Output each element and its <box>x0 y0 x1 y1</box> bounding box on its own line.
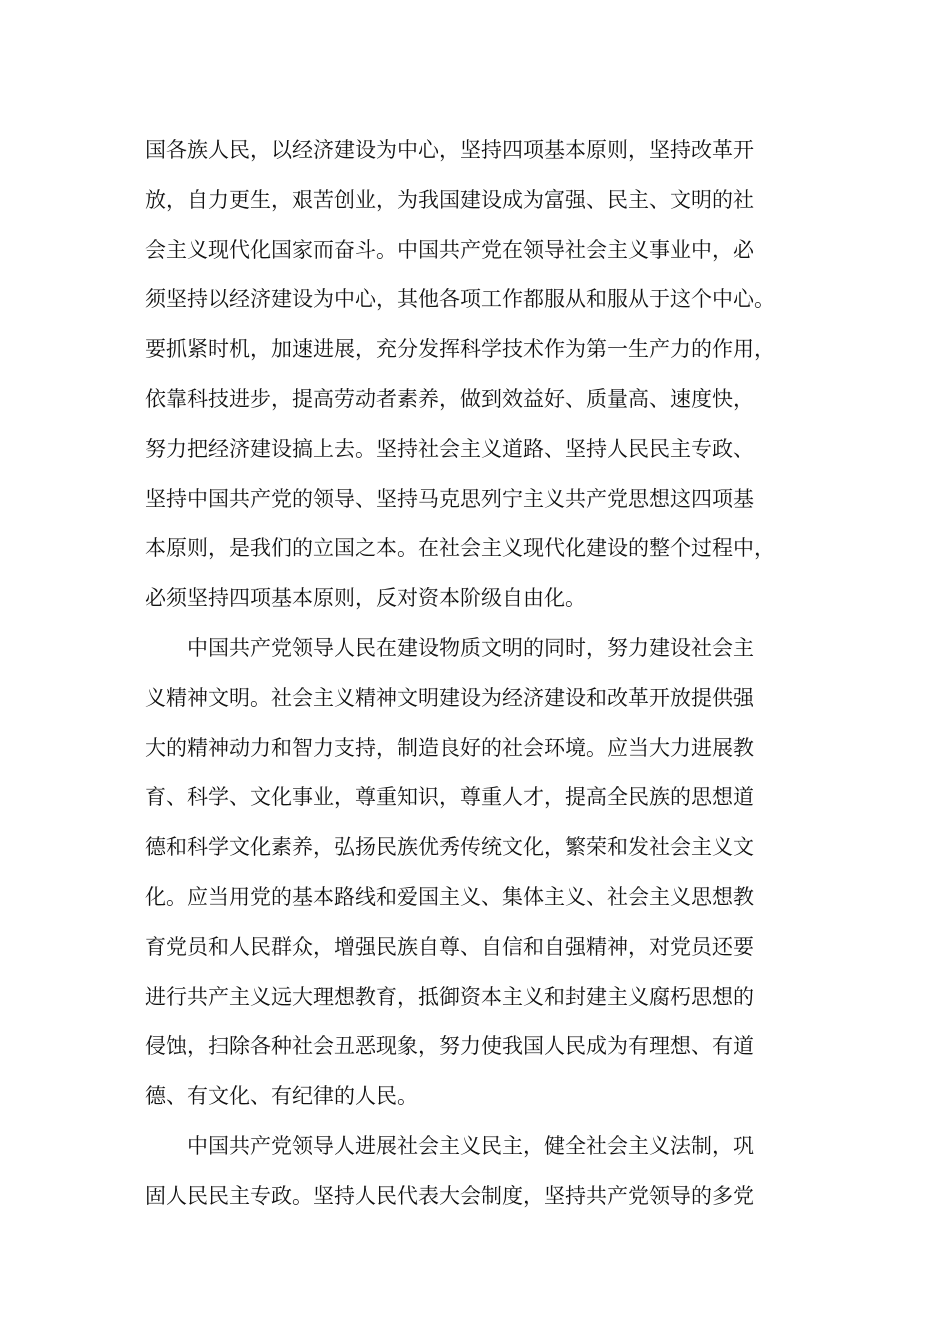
text-line: 大的精神动力和智力支持，制造良好的社会环境。应当大力进展教 <box>145 735 754 760</box>
text-line: 本原则，是我们的立国之本。在社会主义现代化建设的整个过程中， <box>145 536 775 561</box>
text-line: 进行共产主义远大理想教育，抵御资本主义和封建主义腐朽思想的 <box>145 984 754 1009</box>
text-line: 会主义现代化国家而奋斗。中国共产党在领导社会主义事业中，必 <box>145 237 754 262</box>
paragraph-first-line: 中国共产党领导人进展社会主义民主，健全社会主义法制，巩 <box>187 1133 754 1158</box>
text-line: 侵蚀，扫除各种社会丑恶现象，努力使我国人民成为有理想、有道 <box>145 1034 754 1059</box>
text-line: 德、有文化、有纪律的人民。 <box>145 1084 418 1109</box>
body-text <box>145 126 815 1222</box>
text-line: 坚持中国共产党的领导、坚持马克思列宁主义共产党思想这四项基 <box>145 486 754 511</box>
paragraph-first-line: 中国共产党领导人民在建设物质文明的同时，努力建设社会主 <box>187 635 754 660</box>
text-line: 须坚持以经济建设为中心，其他各项工作都服从和服从于这个中心。 <box>145 287 775 312</box>
text-line: 努力把经济建设搞上去。坚持社会主义道路、坚持人民民主专政、 <box>145 436 754 461</box>
text-line: 必须坚持四项基本原则，反对资本阶级自由化。 <box>145 586 586 611</box>
text-line: 依靠科技进步，提高劳动者素养，做到效益好、质量高、速度快， <box>145 386 754 411</box>
text-line: 育、科学、文化事业，尊重知识，尊重人才，提高全民族的思想道 <box>145 785 754 810</box>
text-line: 固人民民主专政。坚持人民代表大会制度，坚持共产党领导的多党 <box>145 1183 754 1208</box>
text-line: 德和科学文化素养，弘扬民族优秀传统文化，繁荣和发社会主义文 <box>145 835 754 860</box>
text-line: 化。应当用党的基本路线和爱国主义、集体主义、社会主义思想教 <box>145 884 754 909</box>
text-line: 义精神文明。社会主义精神文明建设为经济建设和改革开放提供强 <box>145 685 754 710</box>
text-line: 放，自力更生，艰苦创业，为我国建设成为富强、民主、文明的社 <box>145 187 754 212</box>
text-line: 育党员和人民群众，增强民族自尊、自信和自强精神，对党员还要 <box>145 934 754 959</box>
text-line: 要抓紧时机，加速进展，充分发挥科学技术作为第一生产力的作用， <box>145 337 775 362</box>
text-line: 国各族人民，以经济建设为中心，坚持四项基本原则，坚持改革开 <box>145 138 754 162</box>
